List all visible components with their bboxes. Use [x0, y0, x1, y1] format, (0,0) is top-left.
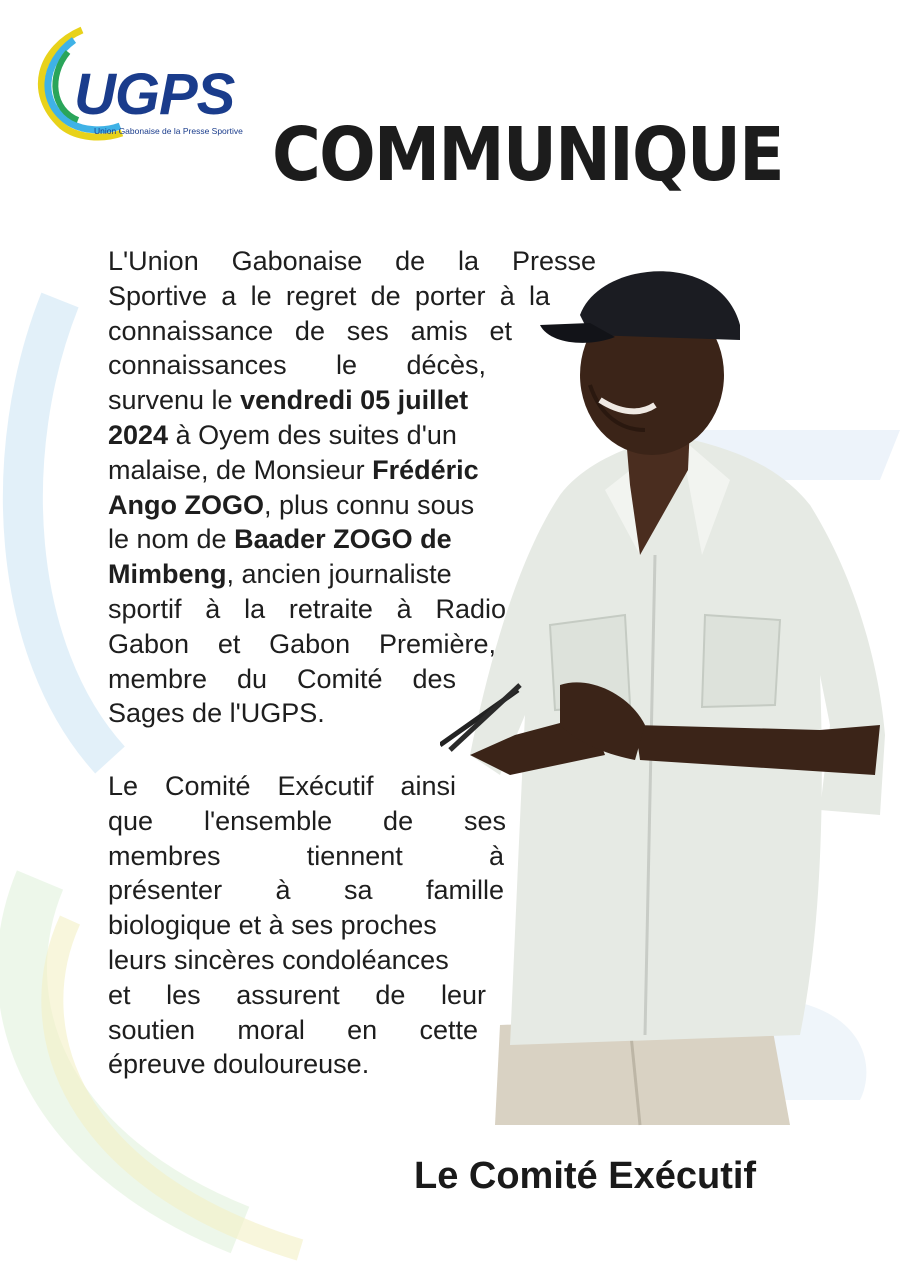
text-line: membres tiennent à — [108, 840, 504, 871]
text-segment: à Oyem des suites d'un — [168, 419, 457, 450]
text-line: L'Union Gabonaise de la Presse — [108, 246, 596, 276]
first-name: Frédéric — [372, 454, 479, 485]
text-line: Le Comité Exécutif ainsi — [108, 771, 456, 801]
text-line: leurs sincères condoléances — [108, 944, 449, 975]
text-segment: , plus connu sous — [263, 489, 475, 520]
text-segment: malaise, de Monsieur — [108, 454, 373, 485]
text-line: épreuve douloureuse. — [108, 1049, 370, 1080]
page-title: COMMUNIQUE — [272, 112, 783, 198]
condolence-paragraph — [108, 769, 506, 1082]
text-line — [108, 418, 596, 453]
nickname-end: Mimbeng — [108, 559, 227, 590]
logo-text: UGPS — [74, 62, 235, 127]
ugps-logo — [22, 18, 262, 143]
text-segment: survenu le — [108, 385, 241, 416]
text-line — [108, 522, 596, 557]
text-line: connaissance de ses amis et — [108, 315, 512, 346]
text-segment: le nom de — [108, 524, 235, 555]
death-year: 2024 — [108, 419, 169, 450]
logo-subtitle: Union Gabonaise de la Presse Sportive — [94, 126, 243, 136]
text-line: Sportive a le regret de porter à la — [108, 280, 550, 311]
signature: Le Comité Exécutif — [414, 1155, 757, 1197]
text-line: connaissances le décès, — [108, 350, 486, 381]
text-line: sportif à la retraite à Radio — [108, 593, 506, 624]
text-line: Sages de l'UGPS. — [108, 698, 325, 729]
text-line: et les assurent de leur — [108, 979, 486, 1010]
text-line — [108, 488, 596, 523]
text-line: soutien moral en cette — [108, 1014, 478, 1045]
announcement-paragraph — [108, 244, 596, 731]
text-line — [108, 383, 596, 418]
text-line: que l'ensemble de ses — [108, 805, 506, 836]
text-line: biologique et à ses proches — [108, 910, 437, 941]
text-line: présenter à sa famille — [108, 875, 504, 906]
text-line: Gabon et Gabon Première, — [108, 628, 496, 659]
text-line — [108, 453, 596, 488]
text-line: membre du Comité des — [108, 663, 456, 694]
text-line — [108, 557, 596, 592]
full-name: Ango ZOGO — [108, 489, 264, 520]
nickname: Baader ZOGO de — [234, 524, 452, 555]
death-date: vendredi 05 juillet — [240, 385, 469, 416]
text-segment: , ancien journaliste — [226, 559, 452, 590]
